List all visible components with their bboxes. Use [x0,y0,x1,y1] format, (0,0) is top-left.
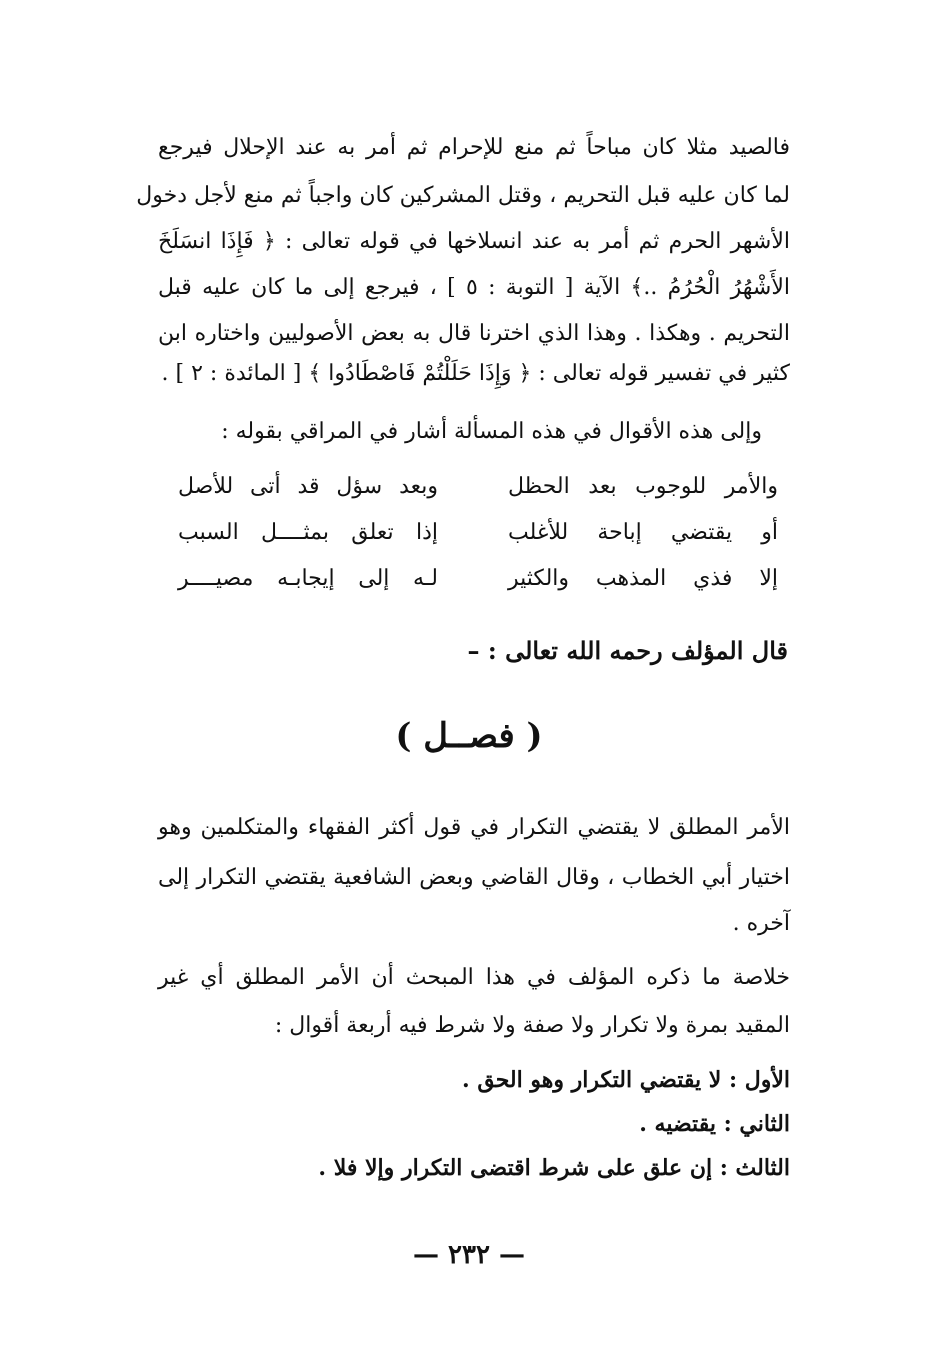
verse-left-hemistich: إذا تعلق بمثــــل السبب [178,520,438,545]
paragraph-line: آخره . [732,911,790,936]
page-number: — ٢٣٢ — [412,1240,526,1270]
opinion-item: الثالث : إن علق على شرط اقتضى التكرار وإلا فلا . [318,1155,790,1181]
verse-row [178,470,778,504]
verse-intro: وإلى هذه الأقوال في هذه المسألة أشار في المراقي بقوله : [221,419,762,444]
paragraph-line: كثير في تفسير قوله تعالى : ﴿ وَإِذَا حَلَلْتُمْ فَاصْطَادُوا ﴾ [ المائدة : ٢ ] . [161,361,790,386]
section-title: ( فصــل ) [395,716,543,756]
verse-right-hemistich: والأمر للوجوب بعد الحظل [508,474,778,499]
paragraph-line: الأَشْهُرُ الْحُرُمُ ..﴾ الآية [ التوبة : ٥ ] ، فيرجع إلى ما كان عليه قبل [158,275,790,300]
paragraph-line: الأمر المطلق لا يقتضي التكرار في قول أكثر الفقهاء والمتكلمين وهو [158,815,790,840]
verse-left-hemistich: وبعد سؤل قد أتى للأصل [178,474,438,499]
paragraph-line: فالصيد مثلا كان مباحاً ثم منع للإحرام ثم أمر به عند الإحلال فيرجع [158,135,790,160]
paragraph-line: المقيد بمرة ولا تكرار ولا صفة ولا شرط فيه أربعة أقوال : [274,1013,790,1038]
verse-row [178,562,778,596]
opinion-item: الثاني : يقتضيه . [639,1111,790,1137]
verse-right-hemistich: أو يقتضي إباحة للأغلب [508,520,778,545]
paragraph-line: اختيار أبي الخطاب ، وقال القاضي وبعض الشافعية يقتضي التكرار إلى [158,865,790,890]
paragraph-line: التحريم . وهكذا . وهذا الذي اخترنا قال به بعض الأصوليين واختاره ابن [158,321,790,346]
verse-row [178,516,778,550]
opinion-item: الأول : لا يقتضي التكرار وهو الحق . [462,1067,790,1093]
verse-left-hemistich: لـه إلى إيجابـه مصيــــر [178,566,438,591]
paragraph-line: الأشهر الحرم ثم أمر به عند انسلاخها في قوله تعالى : ﴿ فَإِذَا انسَلَخَ [158,229,790,254]
paragraph-line: خلاصة ما ذكره المؤلف في هذا المبحث أن الأمر المطلق أي غير [158,965,790,990]
verse-right-hemistich: إلا فذي المذهب والكثير [508,566,778,591]
paragraph-line: لما كان عليه قبل التحريم ، وقتل المشركين كان واجباً ثم منع لأجل دخول [136,183,790,208]
author-heading: قال المؤلف رحمه الله تعالى : – [467,636,788,665]
